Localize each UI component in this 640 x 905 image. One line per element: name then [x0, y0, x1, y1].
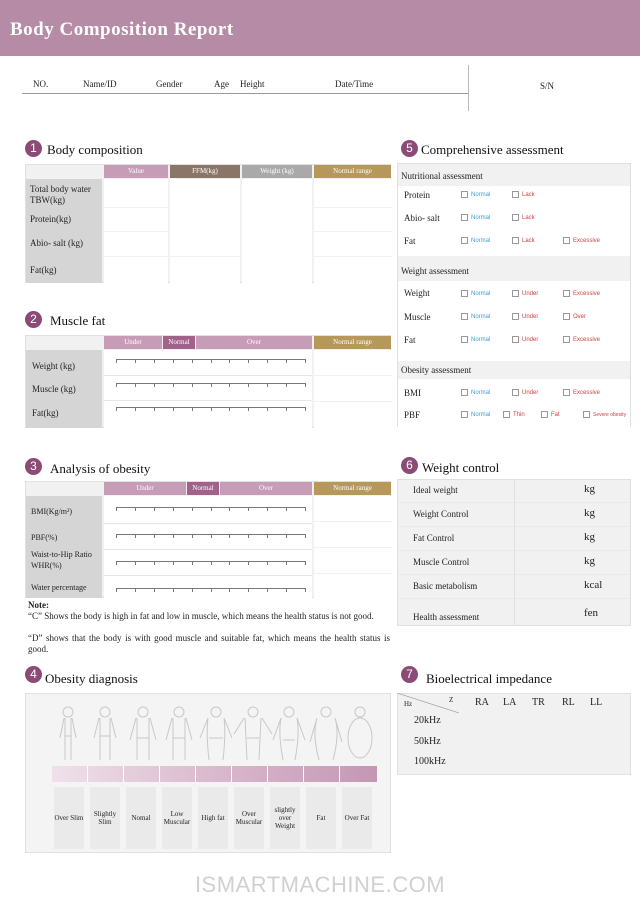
scale-tick — [248, 589, 249, 592]
fat-range-cell — [314, 402, 391, 428]
wc-basic-metabolism-label: Basic metabolism — [413, 581, 478, 591]
wfat-under-checkbox[interactable]: Under — [512, 336, 538, 343]
salt-range-cell — [314, 232, 391, 256]
scale-tick — [211, 360, 212, 363]
scale-tick — [135, 589, 136, 592]
scale-tick — [267, 562, 268, 565]
scale-tick — [248, 408, 249, 411]
tbw-range-cell — [314, 179, 391, 207]
scale-tick — [286, 562, 287, 565]
muscle-scale — [116, 383, 306, 384]
scale-tick — [135, 360, 136, 363]
scale-tick — [211, 408, 212, 411]
scale-tick — [173, 408, 174, 411]
protein-value-cell — [104, 208, 168, 231]
diagnosis-over-muscular: Over Muscular — [234, 787, 264, 849]
protein-label: Protein — [404, 190, 430, 200]
scale-tick — [305, 384, 306, 387]
muscle-over-checkbox[interactable]: Over — [563, 313, 586, 320]
section-title-body-composition: Body composition — [47, 142, 143, 157]
scale-tick — [173, 508, 174, 511]
header-age: Age — [214, 79, 229, 89]
scale-tick — [229, 408, 230, 411]
wc-muscle-control-label: Muscle Control — [413, 557, 470, 567]
wc-health-assessment-unit: fen — [584, 607, 599, 619]
pbf-scale — [116, 534, 306, 535]
wfat-normal-checkbox[interactable]: Normal — [461, 336, 490, 343]
impedance-hz-label: Hz — [404, 700, 413, 708]
col-normal: Normal — [187, 482, 219, 495]
weight-scale — [116, 359, 306, 360]
wc-ideal-weight-unit: kg — [584, 483, 595, 495]
col-over: Over — [196, 336, 312, 349]
scale-tick — [173, 384, 174, 387]
header-no: NO. — [33, 79, 49, 89]
section-number-4: 4 — [25, 666, 42, 683]
weight-label: Weight — [404, 288, 430, 298]
protein-lack-checkbox[interactable]: Lack — [512, 191, 535, 198]
scale-tick — [267, 589, 268, 592]
row-bmi: BMI(Kg/m²) — [31, 507, 73, 516]
whr-range-cell — [314, 548, 391, 573]
scale-tick — [248, 360, 249, 363]
bmi-scale — [116, 507, 306, 508]
scale-tick — [267, 535, 268, 538]
scale-tick — [135, 508, 136, 511]
note-c: “C” Shows the body is high in fat and low in muscle, which means the health status is not good. — [28, 611, 374, 621]
scale-tick — [116, 384, 117, 387]
scale-tick — [192, 535, 193, 538]
col-value: Value — [104, 165, 168, 178]
scale-tick — [192, 589, 193, 592]
section-title-obesity-diagnosis: Obesity diagnosis — [45, 671, 138, 686]
row-weight: Weight (kg) — [32, 361, 76, 371]
bmi-excessive-checkbox[interactable]: Excessive — [563, 389, 600, 396]
scale-tick — [229, 589, 230, 592]
fat-range-cell — [314, 257, 391, 283]
scale-tick — [305, 360, 306, 363]
row-tbw: Total body water TBW(kg) — [30, 184, 91, 205]
scale-tick — [154, 408, 155, 411]
ffm-fat-cell — [170, 257, 240, 283]
scale-tick — [211, 384, 212, 387]
section-title-comprehensive-assessment: Comprehensive assessment — [421, 142, 564, 157]
fat-lack-checkbox[interactable]: Lack — [512, 237, 535, 244]
header-height: Height — [240, 79, 265, 89]
scale-tick — [154, 535, 155, 538]
figure-fat-icon — [310, 707, 342, 760]
row-fat: Fat(kg) — [32, 408, 59, 418]
wc-weight-control-unit: kg — [584, 507, 595, 519]
header-gender: Gender — [156, 79, 183, 89]
pbf-fat-checkbox[interactable]: Fat — [541, 411, 560, 418]
impedance-col-ra: RA — [475, 697, 489, 708]
wc-muscle-control-unit: kg — [584, 555, 595, 567]
scale-tick — [305, 589, 306, 592]
scale-tick — [173, 562, 174, 565]
col-under: Under — [104, 482, 186, 495]
wc-fat-control-label: Fat Control — [413, 533, 455, 543]
scale-tick — [286, 360, 287, 363]
scale-tick — [135, 384, 136, 387]
scale-tick — [229, 384, 230, 387]
salt-lack-checkbox[interactable]: Lack — [512, 214, 535, 221]
scale-tick — [154, 360, 155, 363]
wc-fat-control-unit: kg — [584, 531, 595, 543]
obesity-box — [398, 379, 630, 427]
salt-value-cell — [104, 232, 168, 256]
scale-tick — [192, 360, 193, 363]
scale-tick — [267, 508, 268, 511]
pbf-thin-checkbox[interactable]: Thin — [503, 411, 525, 418]
row-protein: Protein(kg) — [30, 214, 71, 224]
obesity-assessment-title: Obesity assessment — [401, 365, 472, 375]
figure-nomal-icon — [130, 707, 156, 760]
scale-tick — [173, 589, 174, 592]
figure-over-muscular-icon — [234, 707, 272, 760]
bmi-normal-checkbox[interactable]: Normal — [461, 389, 490, 396]
weight-normal-checkbox[interactable]: Normal — [461, 290, 490, 297]
scale-tick — [229, 360, 230, 363]
header-sn: S/N — [540, 81, 555, 91]
scale-tick — [305, 408, 306, 411]
protein-normal-checkbox[interactable]: Normal — [461, 191, 490, 198]
fat-value-cell — [104, 257, 168, 283]
scale-tick — [248, 508, 249, 511]
muscle-under-checkbox[interactable]: Under — [512, 313, 538, 320]
wfat-excessive-checkbox[interactable]: Excessive — [563, 336, 600, 343]
diagnosis-over-fat: Over Fat — [342, 787, 372, 849]
row-muscle: Muscle (kg) — [32, 384, 76, 394]
impedance-col-ll: LL — [590, 697, 603, 708]
fat-scale — [116, 407, 306, 408]
scale-tick — [154, 508, 155, 511]
bmi-under-checkbox[interactable]: Under — [512, 389, 538, 396]
note-d: “D” shows that the body is with good muscle and suitable fat, which means the health status is good. — [28, 633, 390, 654]
fat-excessive-checkbox[interactable]: Excessive — [563, 237, 600, 244]
section-title-analysis-of-obesity: Analysis of obesity — [50, 461, 151, 476]
scale-tick — [267, 360, 268, 363]
section-number-6: 6 — [401, 457, 418, 474]
section-number-1: 1 — [25, 140, 42, 157]
figure-slightly-slim-icon — [94, 707, 116, 760]
col-normal-range: Normal range — [314, 336, 391, 349]
muscle-fat-table — [25, 335, 391, 428]
diagnosis-slightly-over-weight: slightly over Weight — [270, 787, 300, 849]
muscle-label: Muscle — [404, 312, 431, 322]
muscle-range-cell — [314, 376, 391, 401]
impedance-row-20khz: 20kHz — [414, 715, 441, 726]
diagnosis-high-fat: High fat — [198, 787, 228, 849]
scale-tick — [229, 508, 230, 511]
scale-tick — [248, 384, 249, 387]
row-fat: Fat(kg) — [30, 265, 57, 275]
section-number-5: 5 — [401, 140, 418, 157]
scale-tick — [173, 535, 174, 538]
pbf-label: PBF — [404, 410, 421, 420]
wc-ideal-weight-label: Ideal weight — [413, 485, 458, 495]
col-under: Under — [104, 336, 162, 349]
scale-tick — [116, 535, 117, 538]
weight-assessment-title: Weight assessment — [401, 266, 470, 276]
row-water: Water percentage — [31, 583, 87, 592]
weight-under-checkbox[interactable]: Under — [512, 290, 538, 297]
scale-tick — [286, 508, 287, 511]
row-pbf: PBF(%) — [31, 533, 58, 542]
scale-tick — [116, 562, 117, 565]
bmi-range-cell — [314, 496, 391, 521]
diagnosis-nomal: Nomal — [126, 787, 156, 849]
scale-tick — [286, 535, 287, 538]
scale-area — [104, 350, 312, 428]
impedance-col-rl: RL — [562, 697, 575, 708]
ffm-cell — [170, 179, 240, 256]
scale-tick — [154, 384, 155, 387]
weight-range-cell — [314, 350, 391, 375]
pbf-range-cell — [314, 522, 391, 547]
fat-label: Fat — [404, 236, 416, 246]
scale-tick — [135, 535, 136, 538]
abio-salt-label: Abio- salt — [404, 213, 440, 223]
weight-excessive-checkbox[interactable]: Excessive — [563, 290, 600, 297]
section-title-muscle-fat: Muscle fat — [50, 313, 106, 328]
scale-tick — [173, 360, 174, 363]
scale-tick — [248, 562, 249, 565]
impedance-col-tr: TR — [532, 697, 545, 708]
scale-tick — [135, 562, 136, 565]
scale-tick — [116, 408, 117, 411]
section-number-7: 7 — [401, 666, 418, 683]
scale-tick — [135, 408, 136, 411]
weight-cell — [242, 179, 312, 283]
col-over: Over — [220, 482, 312, 495]
col-normal-range: Normal range — [314, 165, 391, 178]
pbf-severe-obesity-checkbox[interactable]: Severe obesity — [583, 411, 626, 418]
figure-over-slim-icon — [60, 707, 76, 760]
wc-basic-metabolism-unit: kcal — [584, 579, 603, 591]
water-range-cell — [314, 574, 391, 598]
figure-low-muscular-icon — [166, 707, 192, 760]
scale-tick — [192, 562, 193, 565]
weight-fat-label: Fat — [404, 335, 416, 345]
header-name: Name/ID — [83, 79, 117, 89]
diagnosis-gradient-bar — [52, 766, 377, 782]
impedance-col-la: LA — [503, 697, 517, 708]
col-weight: Weight (kg) — [242, 165, 312, 178]
wc-health-assessment-label: Health assessment — [413, 612, 480, 622]
diagnosis-over-slim: Over Slim — [54, 787, 84, 849]
bmi-label: BMI — [404, 388, 422, 398]
header-datetime: Date/Time — [335, 79, 374, 89]
body-figures-row — [48, 704, 378, 764]
scale-tick — [286, 384, 287, 387]
section-title-bioelectrical-impedance: Bioelectrical impedance — [426, 671, 552, 686]
water-scale — [116, 588, 306, 589]
note-title: Note: — [28, 600, 49, 610]
scale-tick — [286, 408, 287, 411]
scale-tick — [305, 508, 306, 511]
col-normal-range: Normal range — [314, 482, 391, 495]
scale-tick — [154, 589, 155, 592]
nutritional-assessment-title: Nutritional assessment — [401, 171, 483, 181]
muscle-normal-checkbox[interactable]: Normal — [461, 313, 490, 320]
salt-normal-checkbox[interactable]: Normal — [461, 214, 490, 221]
scale-tick — [116, 360, 117, 363]
diagnosis-slightly-slim: Slightly Slim — [90, 787, 120, 849]
obesity-table — [25, 481, 391, 598]
wc-weight-control-label: Weight Control — [413, 509, 469, 519]
row-whr: Waist-to-Hip Ratio WHR(%) — [31, 550, 92, 570]
report-title: Body Composition Report — [10, 19, 234, 40]
scale-tick — [229, 535, 230, 538]
scale-tick — [305, 535, 306, 538]
scale-tick — [116, 589, 117, 592]
scale-tick — [267, 408, 268, 411]
body-composition-table — [25, 164, 391, 283]
scale-tick — [248, 535, 249, 538]
impedance-row-100khz: 100kHz — [414, 756, 446, 767]
figure-over-fat-icon — [348, 707, 372, 758]
col-normal: Normal — [163, 336, 195, 349]
scale-tick — [116, 508, 117, 511]
scale-tick — [286, 589, 287, 592]
col-ffm: FFM(kg) — [170, 165, 240, 178]
scale-tick — [211, 508, 212, 511]
fat-normal-checkbox[interactable]: Normal — [461, 237, 490, 244]
whr-scale — [116, 561, 306, 562]
impedance-z-label: Z — [449, 696, 454, 704]
scale-tick — [192, 384, 193, 387]
figure-slightly-over-weight-icon — [273, 707, 305, 760]
row-abio-salt: Abio- salt (kg) — [30, 238, 83, 248]
scale-tick — [211, 535, 212, 538]
scale-tick — [154, 562, 155, 565]
section-number-3: 3 — [25, 458, 42, 475]
diagnosis-fat: Fat — [306, 787, 336, 849]
scale-tick — [192, 508, 193, 511]
scale-tick — [229, 562, 230, 565]
scale-tick — [267, 384, 268, 387]
tbw-value-cell — [104, 179, 168, 207]
section-number-2: 2 — [25, 311, 42, 328]
section-title-weight-control: Weight control — [422, 460, 500, 475]
scale-area — [104, 496, 312, 598]
scale-tick — [192, 408, 193, 411]
watermark: ISMARTMACHINE.COM — [194, 872, 446, 897]
diagnosis-low-muscular: Low Muscular — [162, 787, 192, 849]
scale-tick — [211, 562, 212, 565]
figure-high-fat-icon — [200, 707, 232, 760]
protein-range-cell — [314, 208, 391, 231]
impedance-row-50khz: 50kHz — [414, 736, 441, 747]
pbf-normal-checkbox[interactable]: Normal — [461, 411, 490, 418]
scale-tick — [211, 589, 212, 592]
scale-tick — [305, 562, 306, 565]
